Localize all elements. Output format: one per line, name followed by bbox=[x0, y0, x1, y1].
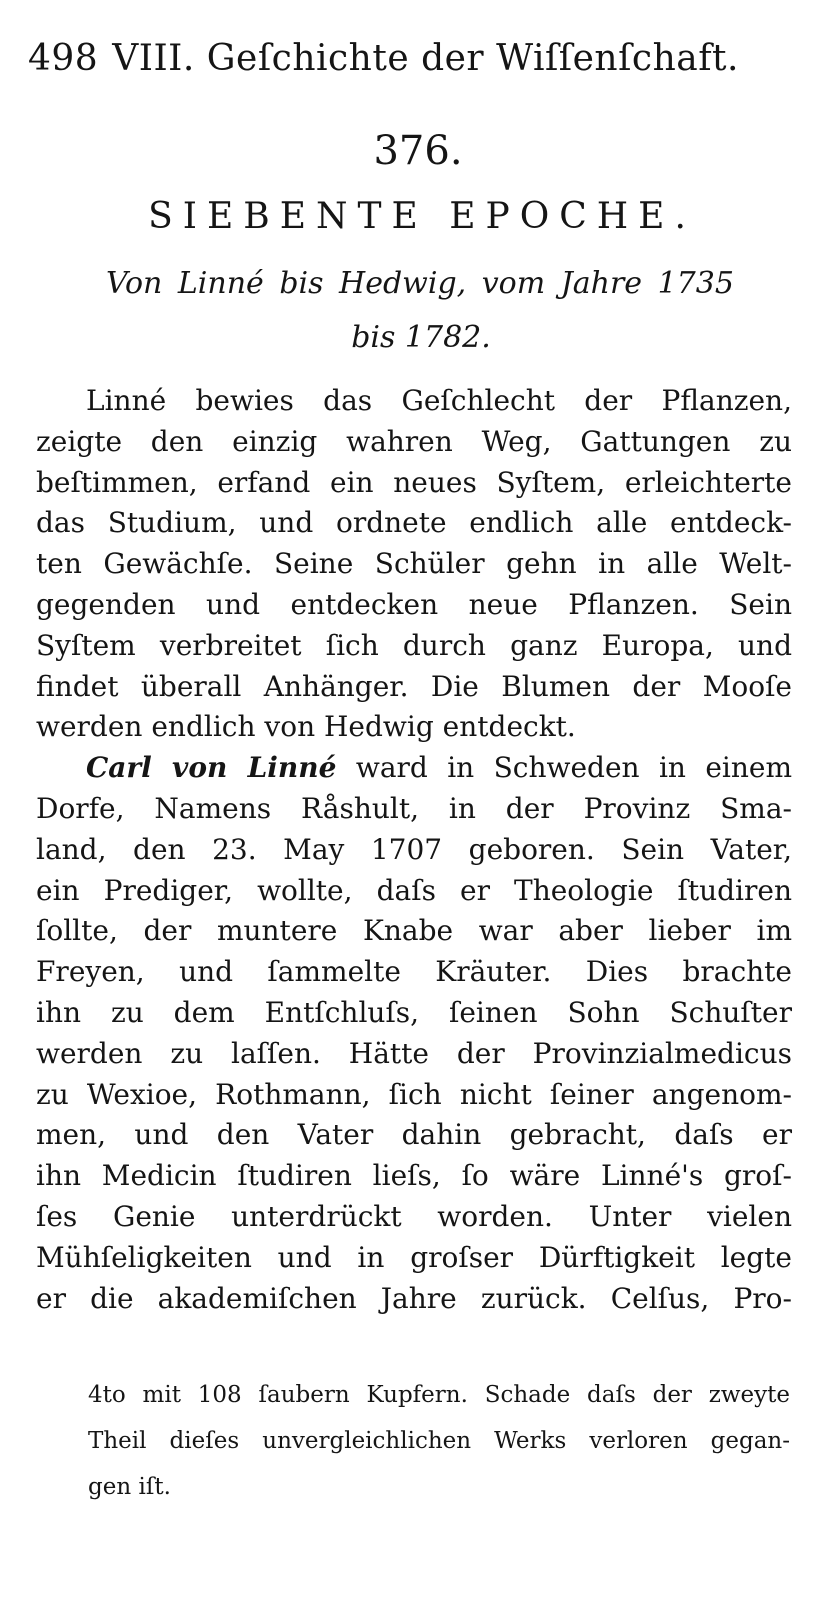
text-line: ſes Genie unterdrückt worden. Unter vielen bbox=[36, 1199, 792, 1233]
text-line: ten Gewächſe. Seine Schüler gehn in alle Welt- bbox=[36, 547, 792, 581]
text-line: ein Prediger, wollte, daſs er Theologie ſtudiren bbox=[36, 873, 792, 907]
page-number: 498 bbox=[28, 38, 99, 79]
footnote bbox=[88, 1372, 790, 1510]
text-line: Linné bewies das Geſchlecht der Pflanzen, bbox=[86, 384, 792, 417]
text-line-rest: ward in Schweden in einem bbox=[355, 751, 793, 785]
running-header bbox=[28, 38, 739, 79]
epoch-subtitle-line-2: bis 1782. bbox=[351, 320, 491, 355]
text-line: Syſtem verbreitet ſich durch ganz Europa, und bbox=[36, 628, 792, 662]
person-name: Carl von Linné bbox=[86, 751, 337, 785]
text-line: gegenden und entdecken neue Pflanzen. Sein bbox=[36, 587, 792, 621]
text-line: zu Wexioe, Rothmann, ſich nicht ſeiner angenom- bbox=[36, 1077, 792, 1111]
body-text bbox=[36, 381, 792, 1319]
text-line: werden endlich von Hedwig entdeckt. bbox=[36, 710, 576, 744]
epoch-subtitle-line-1: Von Linné bis Hedwig, vom Jahre 1735 bbox=[106, 266, 734, 301]
text-line: men, und den Vater dahin gebracht, daſs er bbox=[36, 1118, 792, 1152]
text-line: land, den 23. May 1707 geboren. Sein Vater, bbox=[36, 832, 792, 866]
text-line: beſtimmen, erfand ein neues Syſtem, erleichterte bbox=[36, 465, 792, 499]
text-line bbox=[36, 748, 792, 789]
footnote-line: 4to mit 108 ſaubern Kupfern. Schade daſs der zweyte bbox=[88, 1382, 790, 1408]
footnote-line: Theil dieſes unvergleichlichen Werks verloren gegan- bbox=[88, 1428, 790, 1454]
text-line: zeigte den einzig wahren Weg, Gattungen zu bbox=[36, 424, 792, 458]
text-line: das Studium, und ordnete endlich alle entdeck- bbox=[36, 506, 792, 540]
text-line: ſollte, der muntere Knabe war aber lieber im bbox=[36, 914, 792, 948]
section-number: 376. bbox=[373, 128, 463, 174]
epoch-title: SIEBENTE EPOCHE. bbox=[148, 196, 696, 237]
text-line: Freyen, und ſammelte Kräuter. Dies brachte bbox=[36, 955, 792, 989]
footnote-line: gen iſt. bbox=[88, 1474, 171, 1500]
text-line: Dorfe, Namens Råshult, in der Provinz Sma- bbox=[36, 791, 792, 825]
text-line: werden zu laſſen. Hätte der Provinzialmedicus bbox=[36, 1036, 792, 1070]
text-line: findet überall Anhänger. Die Blumen der Mooſe bbox=[36, 669, 792, 703]
text-line: ihn zu dem Entſchluſs, ſeinen Sohn Schuſter bbox=[36, 995, 792, 1029]
running-title: VIII. Geſchichte der Wiſſenſchaft. bbox=[112, 38, 739, 79]
text-line: er die akademiſchen Jahre zurück. Celſus, Pro- bbox=[36, 1281, 792, 1315]
text-line: Mühſeligkeiten und in groſser Dürftigkeit legte bbox=[36, 1240, 792, 1274]
text-line: ihn Medicin ſtudiren lieſs, ſo wäre Linné's groſ- bbox=[36, 1159, 792, 1193]
